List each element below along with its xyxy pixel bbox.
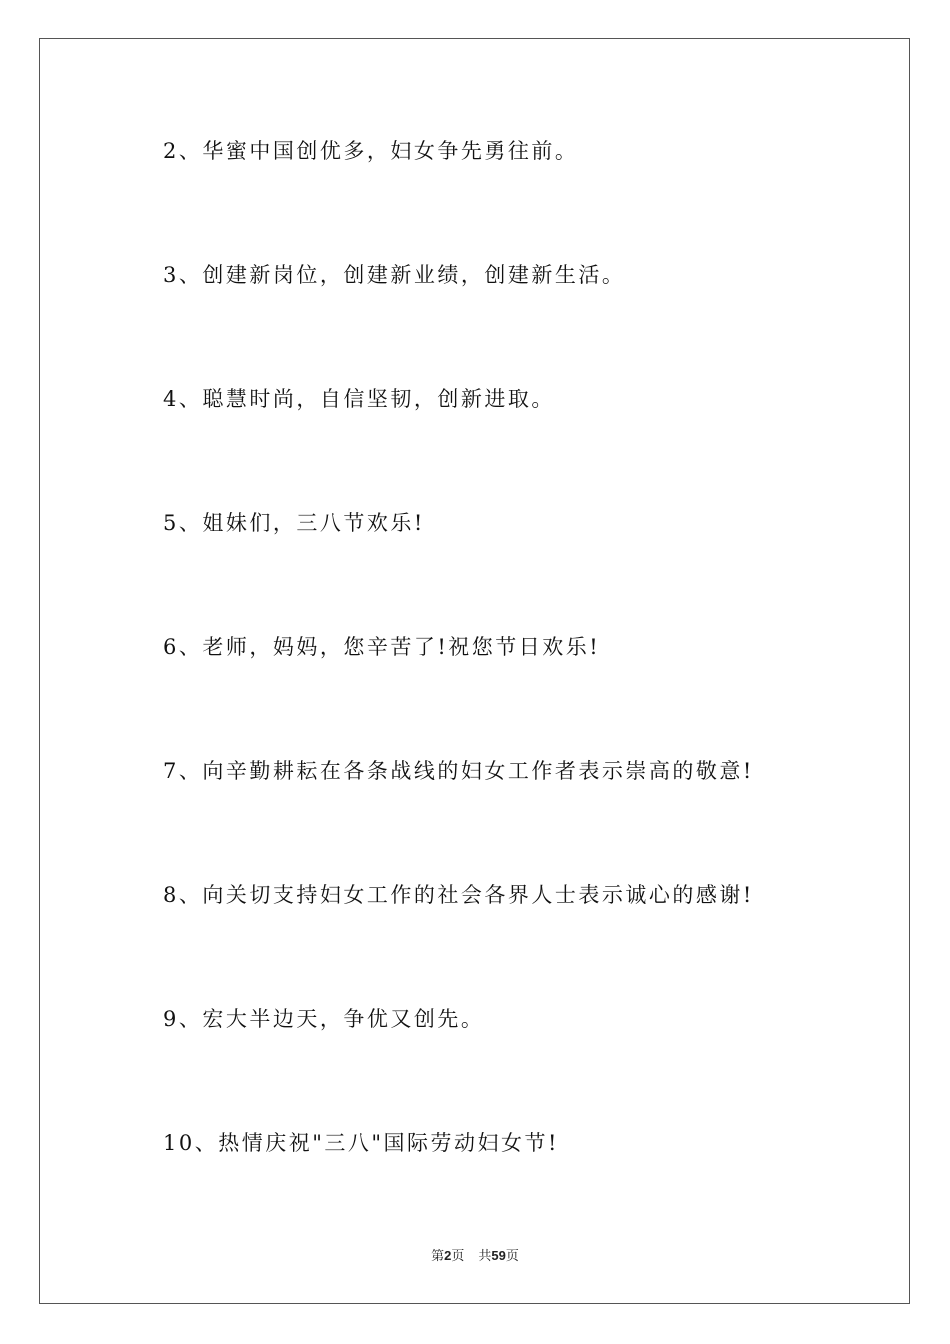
list-item: 8、向关切支持妇女工作的社会各界人士表示诚心的感谢! [163, 883, 754, 907]
total-pages: 59 [491, 1248, 506, 1263]
page-suffix: 页 [451, 1249, 465, 1264]
list-item: 6、老师，妈妈，您辛苦了!祝您节日欢乐! [163, 635, 601, 659]
list-item: 10、热情庆祝"三八"国际劳动妇女节! [163, 1131, 559, 1155]
slogan-list [163, 136, 863, 1252]
list-item: 7、向辛勤耕耘在各条战线的妇女工作者表示崇高的敬意! [163, 759, 754, 783]
total-suffix: 页 [505, 1249, 519, 1264]
list-item: 4、聪慧时尚，自信坚韧，创新进取。 [163, 387, 555, 411]
page-number: 2 [444, 1248, 452, 1263]
list-item: 9、宏大半边天，争优又创先。 [163, 1007, 485, 1031]
list-item: 5、姐妹们，三八节欢乐! [163, 511, 425, 535]
page-footer [0, 1247, 950, 1266]
total-prefix: 共 [478, 1249, 492, 1264]
list-item: 2、华蜜中国创优多，妇女争先勇往前。 [163, 139, 579, 163]
list-item: 3、创建新岗位，创建新业绩，创建新生活。 [163, 263, 626, 287]
page-prefix: 第 [431, 1249, 445, 1264]
